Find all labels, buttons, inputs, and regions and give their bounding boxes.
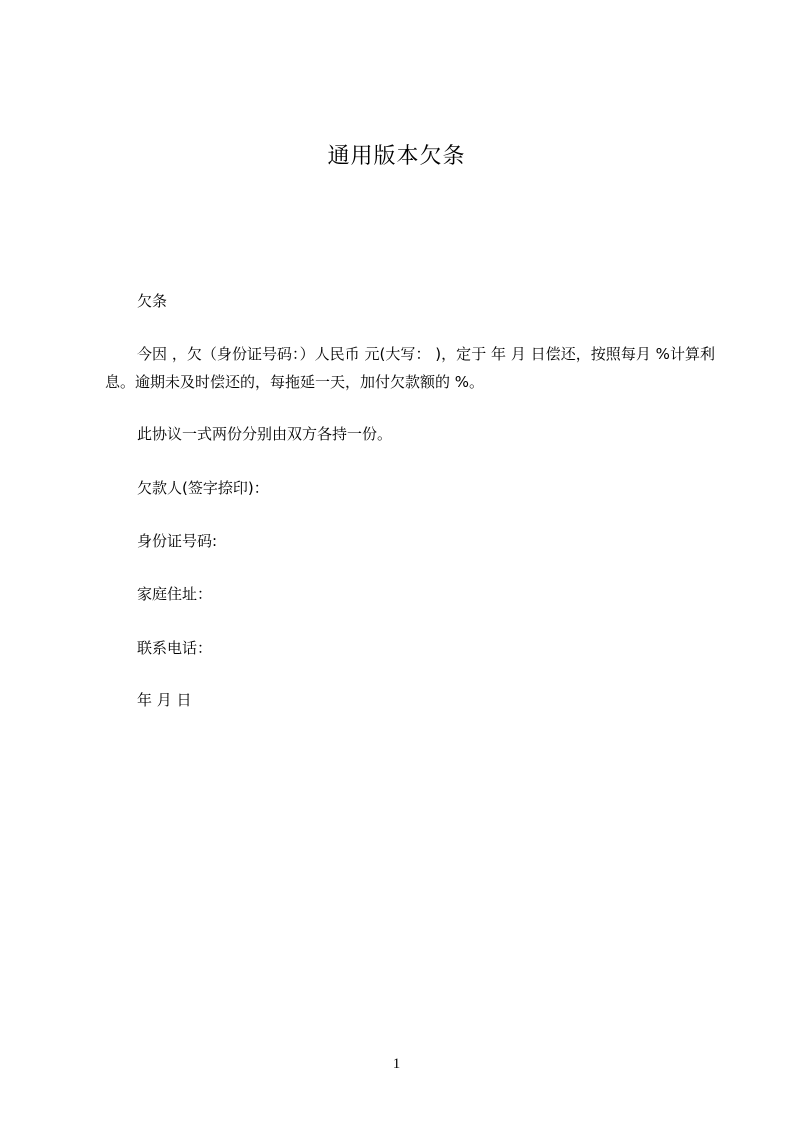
phone-field: 联系电话：: [137, 639, 213, 657]
document-title: 通用版本欠条: [327, 144, 466, 169]
page-number: 1: [392, 1056, 401, 1072]
document-heading: 欠条: [137, 292, 168, 310]
date-field: 年 月 日: [137, 691, 192, 709]
loan-terms-paragraph: 今因 ，欠（身份证号码：）人民币 元(大写： )，定于 年 月 日偿还，按照每月 %计算利息。逾期未及时偿还的，每拖延一天，加付欠款额的 %。: [105, 345, 715, 391]
home-address-field: 家庭住址：: [137, 585, 213, 603]
id-number-field: 身份证号码:: [137, 532, 218, 550]
agreement-paragraph: 此协议一式两份分别由双方各持一份。: [137, 425, 393, 443]
debtor-signature-field: 欠款人(签字捺印)：: [137, 479, 269, 497]
